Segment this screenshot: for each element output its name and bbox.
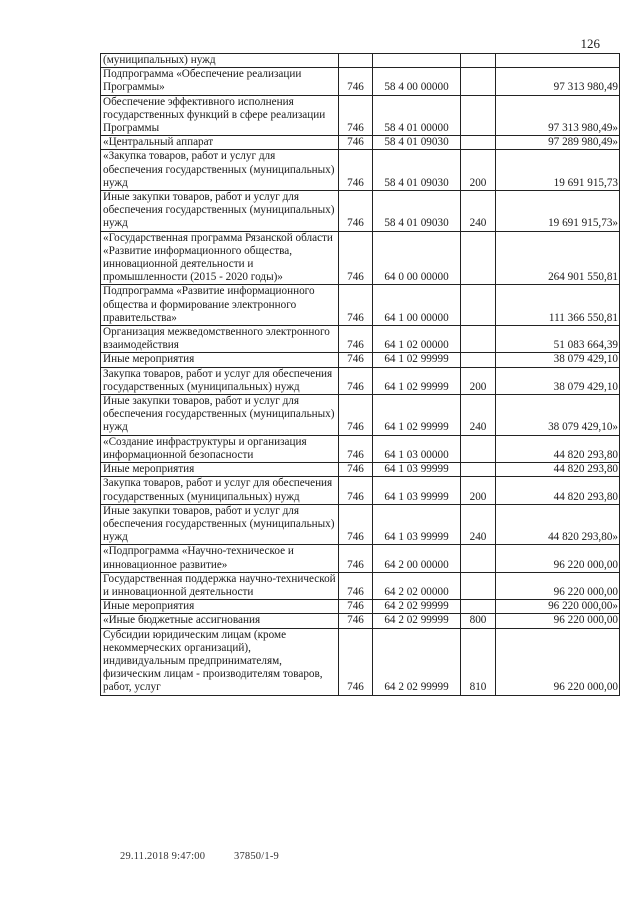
row-amount: 97 313 980,49» [496,95,620,136]
row-name: Обеспечение эффективного исполнения государственных функций в сфере реализации Программы [101,95,339,136]
row-name: Государственная поддержка научно-технической и инновационной деятельности [101,572,339,599]
table-row [101,614,620,628]
table-row [101,600,620,614]
row-amount: 96 220 000,00 [496,628,620,695]
row-name: Закупка товаров, работ и услуг для обеспечения государственных (муниципальных) нужд [101,367,339,394]
row-expense-type [461,435,496,462]
row-dept-code: 746 [339,628,373,695]
row-target-article: 64 2 00 00000 [373,545,461,572]
row-name: «Центральный аппарат [101,136,339,150]
row-dept-code: 746 [339,614,373,628]
row-amount: 44 820 293,80 [496,435,620,462]
row-amount: 97 289 980,49» [496,136,620,150]
row-dept-code [339,54,373,68]
row-amount: 19 691 915,73» [496,191,620,232]
row-target-article: 58 4 01 00000 [373,95,461,136]
row-amount: 38 079 429,10» [496,395,620,436]
row-dept-code: 746 [339,150,373,191]
table-row [101,545,620,572]
row-expense-type [461,285,496,326]
row-target-article: 58 4 00 00000 [373,68,461,95]
row-target-article: 64 1 03 00000 [373,435,461,462]
table-row [101,572,620,599]
row-target-article: 64 1 02 00000 [373,326,461,353]
row-target-article: 64 1 02 99999 [373,353,461,367]
table-row [101,150,620,191]
table-row [101,367,620,394]
row-target-article: 64 2 02 99999 [373,600,461,614]
row-dept-code: 746 [339,136,373,150]
row-expense-type [461,600,496,614]
row-name: Иные мероприятия [101,463,339,477]
row-amount: 38 079 429,10 [496,367,620,394]
row-name: Субсидии юридическим лицам (кроме некоммерческих организаций), индивидуальным предпринимателям, физическим лицам - производителям товаров, работ, услуг [101,628,339,695]
table-row [101,353,620,367]
row-amount: 96 220 000,00 [496,545,620,572]
row-name: «Создание инфраструктуры и организация информационной безопасности [101,435,339,462]
row-name: (муниципальных) нужд [101,54,339,68]
row-target-article [373,54,461,68]
table-row [101,326,620,353]
row-amount: 96 220 000,00 [496,614,620,628]
table-row [101,477,620,504]
row-amount: 38 079 429,10 [496,353,620,367]
row-expense-type [461,231,496,285]
row-target-article: 64 1 00 00000 [373,285,461,326]
row-name: Организация межведомственного электронного взаимодействия [101,326,339,353]
page-number: 126 [580,36,600,51]
budget-table [100,53,620,696]
table-row [101,68,620,95]
table-row [101,95,620,136]
row-expense-type: 800 [461,614,496,628]
row-dept-code: 746 [339,68,373,95]
table-row [101,628,620,695]
row-expense-type [461,136,496,150]
row-dept-code: 746 [339,463,373,477]
row-name: «Подпрограмма «Научно-техническое и инновационное развитие» [101,545,339,572]
row-target-article: 64 1 02 99999 [373,367,461,394]
table-row [101,191,620,232]
row-amount: 44 820 293,80 [496,477,620,504]
row-amount: 97 313 980,49 [496,68,620,95]
row-expense-type [461,545,496,572]
footer-datetime: 29.11.2018 9:47:00 [120,851,206,862]
table-row [101,136,620,150]
row-target-article: 58 4 01 09030 [373,150,461,191]
row-expense-type: 200 [461,477,496,504]
table-row [101,285,620,326]
row-name: Иные мероприятия [101,353,339,367]
row-name: «Закупка товаров, работ и услуг для обеспечения государственных (муниципальных) нужд [101,150,339,191]
row-expense-type [461,572,496,599]
row-name: Подпрограмма «Обеспечение реализации Программы» [101,68,339,95]
row-expense-type: 240 [461,504,496,545]
row-dept-code: 746 [339,572,373,599]
row-target-article: 64 1 03 99999 [373,463,461,477]
row-expense-type: 810 [461,628,496,695]
row-dept-code: 746 [339,545,373,572]
row-dept-code: 746 [339,600,373,614]
row-name: «Государственная программа Рязанской области «Развитие информационного общества, инновационной деятельности и промышленности (2015 - 2020 годы)» [101,231,339,285]
row-amount: 44 820 293,80 [496,463,620,477]
row-target-article: 64 1 03 99999 [373,477,461,504]
row-expense-type [461,95,496,136]
row-target-article: 64 1 03 99999 [373,504,461,545]
row-expense-type [461,463,496,477]
row-expense-type [461,68,496,95]
row-amount [496,54,620,68]
row-amount: 44 820 293,80» [496,504,620,545]
row-target-article: 64 2 02 99999 [373,614,461,628]
table-row [101,463,620,477]
row-amount: 111 366 550,81 [496,285,620,326]
row-name: Подпрограмма «Развитие информационного общества и формирование электронного правительства» [101,285,339,326]
row-expense-type: 240 [461,191,496,232]
footer [120,851,305,862]
row-target-article: 64 2 02 99999 [373,628,461,695]
table-row [101,395,620,436]
row-expense-type: 200 [461,367,496,394]
row-dept-code: 746 [339,285,373,326]
row-expense-type: 240 [461,395,496,436]
row-target-article: 58 4 01 09030 [373,191,461,232]
row-name: Иные закупки товаров, работ и услуг для обеспечения государственных (муниципальных) нужд [101,395,339,436]
row-expense-type [461,353,496,367]
row-dept-code: 746 [339,353,373,367]
row-amount: 264 901 550,81 [496,231,620,285]
row-target-article: 64 1 02 99999 [373,395,461,436]
row-dept-code: 746 [339,435,373,462]
row-amount: 96 220 000,00 [496,572,620,599]
table-row [101,54,620,68]
row-name: Иные мероприятия [101,600,339,614]
table-row [101,504,620,545]
row-amount: 96 220 000,00» [496,600,620,614]
row-target-article: 58 4 01 09030 [373,136,461,150]
table-row [101,435,620,462]
table-row [101,231,620,285]
row-target-article: 64 0 00 00000 [373,231,461,285]
row-dept-code: 746 [339,367,373,394]
row-name: Иные закупки товаров, работ и услуг для обеспечения государственных (муниципальных) нужд [101,504,339,545]
row-dept-code: 746 [339,231,373,285]
row-target-article: 64 2 02 00000 [373,572,461,599]
row-name: Иные закупки товаров, работ и услуг для обеспечения государственных (муниципальных) нужд [101,191,339,232]
row-name: «Иные бюджетные ассигнования [101,614,339,628]
row-dept-code: 746 [339,504,373,545]
row-dept-code: 746 [339,95,373,136]
row-amount: 19 691 915,73 [496,150,620,191]
row-dept-code: 746 [339,326,373,353]
row-expense-type [461,54,496,68]
row-expense-type: 200 [461,150,496,191]
row-dept-code: 746 [339,191,373,232]
row-expense-type [461,326,496,353]
row-dept-code: 746 [339,477,373,504]
row-amount: 51 083 664,39 [496,326,620,353]
row-dept-code: 746 [339,395,373,436]
footer-doc-id: 37850/1-9 [234,851,279,862]
row-name: Закупка товаров, работ и услуг для обеспечения государственных (муниципальных) нужд [101,477,339,504]
